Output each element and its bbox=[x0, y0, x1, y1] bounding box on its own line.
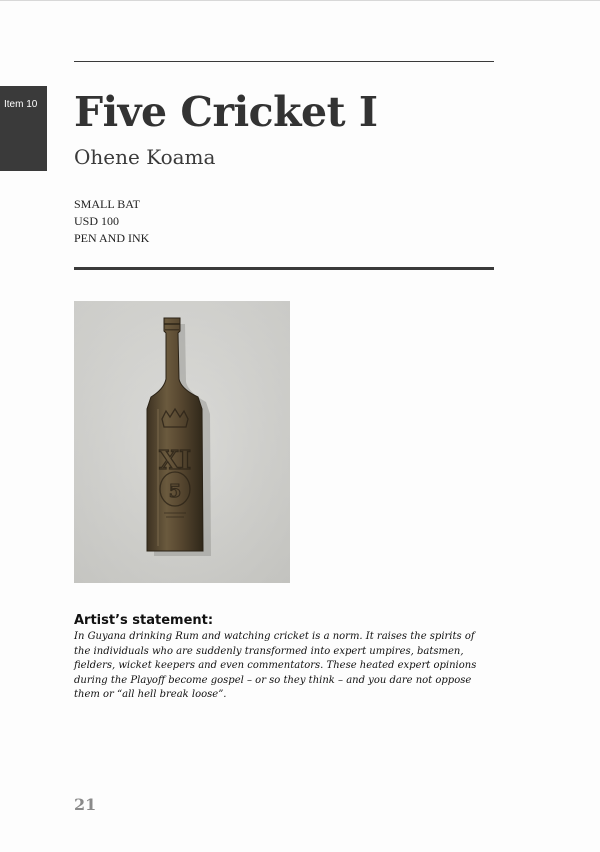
top-divider bbox=[74, 61, 494, 62]
item-tab bbox=[0, 86, 47, 171]
artwork-size: SMALL BAT bbox=[74, 197, 140, 211]
statement-body: In Guyana drinking Rum and watching cricket is a norm. It raises the spirits of the individuals who are suddenly transformed into expert umpires, batsmen, fielders, wicket keepers and even commentators. These heated expert opinions during the Playoff become gospel – or so they think – and you dare not oppose them or “all hell break loose”. bbox=[74, 631, 477, 700]
artwork-details bbox=[74, 196, 149, 247]
artwork-price: USD 100 bbox=[74, 214, 120, 228]
bottle-bat-icon bbox=[74, 301, 290, 583]
svg-text:XI: XI bbox=[158, 446, 192, 476]
item-label: Item 10 bbox=[4, 99, 38, 110]
middle-divider bbox=[74, 267, 494, 270]
artwork-photo bbox=[74, 301, 290, 583]
page-number: 21 bbox=[74, 795, 97, 814]
artist-name: Ohene Koama bbox=[74, 145, 216, 169]
statement-heading: Artist’s statement: bbox=[74, 613, 214, 628]
artwork-medium: PEN AND INK bbox=[74, 231, 150, 245]
artwork-title: Five Cricket I bbox=[74, 88, 378, 136]
page-edge bbox=[0, 0, 600, 1]
svg-text:5: 5 bbox=[168, 481, 182, 502]
